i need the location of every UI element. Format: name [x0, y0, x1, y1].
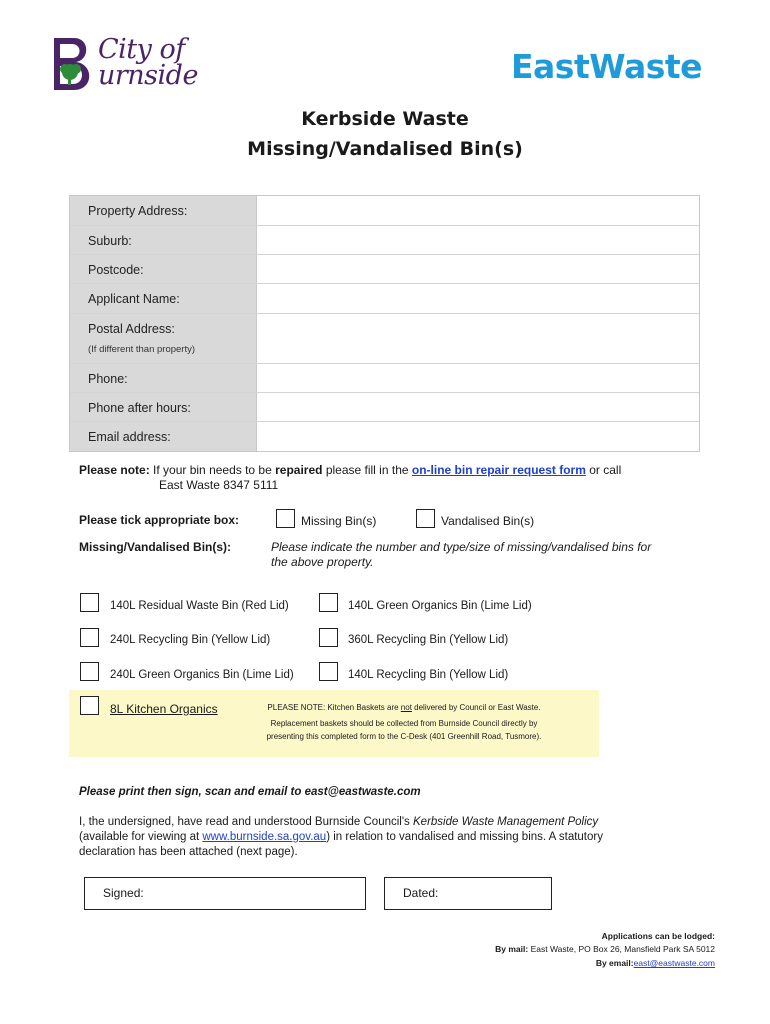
bin-140l-residual-label: 140L Residual Waste Bin (Red Lid) — [110, 600, 289, 612]
details-row-postal-address — [70, 313, 699, 363]
bin-240l-recycling-label: 240L Recycling Bin (Yellow Lid) — [110, 634, 271, 646]
missing-bin-label: Missing Bin(s) — [301, 514, 377, 528]
phone-label: Phone: — [70, 364, 256, 392]
note-prefix: Please note: — [79, 463, 150, 477]
details-row-property-address — [70, 196, 699, 225]
postal-address-label-cell — [70, 314, 256, 363]
property-address-field[interactable] — [256, 196, 699, 225]
postal-address-hint: (If different than property) — [88, 344, 196, 355]
kitchen-organics-checkbox[interactable] — [80, 696, 99, 715]
missing-vandalised-instruction: Please indicate the number and type/size of missing/vandalised bins for the above property. — [271, 540, 652, 569]
kitchen-note-part2: delivered by Council or East Waste. — [411, 703, 541, 712]
details-row-email — [70, 421, 699, 451]
note-text-1: If your bin needs to be — [149, 463, 276, 477]
logo-city-of: City of — [98, 34, 185, 65]
lodged-heading-text: Applications can be lodged: — [601, 931, 715, 941]
missing-vandalised-label: Missing/Vandalised Bin(s): — [79, 540, 232, 554]
declaration-text-2: (available for viewing at — [79, 831, 203, 843]
kitchen-baskets-note — [238, 701, 570, 743]
declaration-text-1: I, the undersigned, have read and understood Burnside Council's — [79, 816, 413, 828]
bin-140l-residual-checkbox[interactable] — [80, 593, 99, 612]
bin-140l-recycling-label: 140L Recycling Bin (Yellow Lid) — [348, 669, 509, 681]
declaration-text — [79, 815, 639, 860]
details-row-postcode — [70, 254, 699, 283]
kitchen-note-not: not — [400, 703, 412, 712]
details-row-applicant-name — [70, 283, 699, 313]
applicant-details-table — [69, 195, 700, 452]
bin-240l-green-checkbox[interactable] — [80, 662, 99, 681]
applicant-name-label: Applicant Name: — [70, 284, 256, 313]
bin-140l-recycling-checkbox[interactable] — [319, 662, 338, 681]
note-text-2: please fill in the — [322, 463, 412, 477]
details-row-phone-after-hours — [70, 392, 699, 421]
bin-repair-form-link[interactable]: on-line bin repair request form — [411, 463, 586, 477]
lodged-by-email — [596, 955, 715, 971]
postcode-label: Postcode: — [70, 255, 256, 283]
east-waste-logo: EastWaste — [511, 47, 703, 86]
mail-address: East Waste, PO Box 26, Mansfield Park SA 5012 — [528, 944, 715, 954]
signed-field[interactable] — [84, 877, 366, 910]
lodge-email-link[interactable]: east@eastwaste.com — [633, 958, 715, 968]
email-lodge-label: By email: — [595, 958, 634, 968]
phone-field[interactable] — [256, 364, 699, 392]
print-sign-instruction: Please print then sign, scan and email to east@eastwaste.com — [79, 786, 421, 798]
property-address-label: Property Address: — [70, 196, 256, 225]
bin-140l-green-label: 140L Green Organics Bin (Lime Lid) — [348, 600, 532, 612]
dated-field[interactable] — [384, 877, 552, 910]
postcode-field[interactable] — [256, 255, 699, 283]
suburb-field[interactable] — [256, 226, 699, 254]
suburb-label: Suburb: — [70, 226, 256, 254]
signed-label: Signed: — [103, 886, 144, 900]
bin-240l-recycling-checkbox[interactable] — [80, 628, 99, 647]
city-of-burnside-logo — [50, 34, 230, 92]
kitchen-note-part1: PLEASE NOTE: Kitchen Baskets are — [267, 703, 401, 712]
note-text-3: or call — [585, 463, 622, 477]
postal-address-field[interactable] — [256, 314, 699, 363]
bin-240l-green-label: 240L Green Organics Bin (Lime Lid) — [110, 669, 294, 681]
phone-after-hours-field[interactable] — [256, 393, 699, 421]
applicant-name-field[interactable] — [256, 284, 699, 313]
declaration-text-3: ) in relation to vandalised and missing bins. A statutory declaration has been attached (next page). — [79, 831, 603, 858]
burnside-website-link[interactable]: www.burnside.sa.gov.au — [202, 831, 327, 843]
bin-360l-recycling-checkbox[interactable] — [319, 628, 338, 647]
kitchen-organics-label: 8L Kitchen Organics — [110, 702, 218, 716]
details-row-phone — [70, 363, 699, 392]
mail-label: By mail: — [495, 944, 529, 954]
burnside-b-tree-icon — [50, 34, 100, 92]
bin-140l-green-checkbox[interactable] — [319, 593, 338, 612]
missing-bin-checkbox[interactable] — [276, 509, 295, 528]
note-phone-line: East Waste 8347 5111 — [159, 478, 279, 492]
repair-note — [79, 463, 679, 493]
dated-label: Dated: — [403, 886, 439, 900]
details-row-suburb — [70, 225, 699, 254]
form-title: Kerbside Waste — [301, 108, 469, 130]
note-repaired: repaired — [275, 463, 323, 477]
logo-burnside: urnside — [98, 60, 198, 91]
phone-after-hours-label: Phone after hours: — [70, 393, 256, 421]
kitchen-note-line2: Replacement baskets should be collected from Burnside Council directly by — [270, 719, 538, 728]
vandalised-bin-checkbox[interactable] — [416, 509, 435, 528]
tick-instruction-label: Please tick appropriate box: — [79, 513, 240, 527]
postal-address-label: Postal Address: — [88, 322, 175, 336]
form-subtitle: Missing/Vandalised Bin(s) — [247, 138, 523, 160]
email-label: Email address: — [70, 422, 256, 451]
kitchen-note-line3: presenting this completed form to the C-Desk (401 Greenhill Road, Tusmore). — [266, 732, 542, 741]
email-field[interactable] — [256, 422, 699, 451]
policy-name: Kerbside Waste Management Policy — [413, 816, 599, 828]
vandalised-bin-label: Vandalised Bin(s) — [441, 514, 535, 528]
bin-360l-recycling-label: 360L Recycling Bin (Yellow Lid) — [348, 634, 509, 646]
